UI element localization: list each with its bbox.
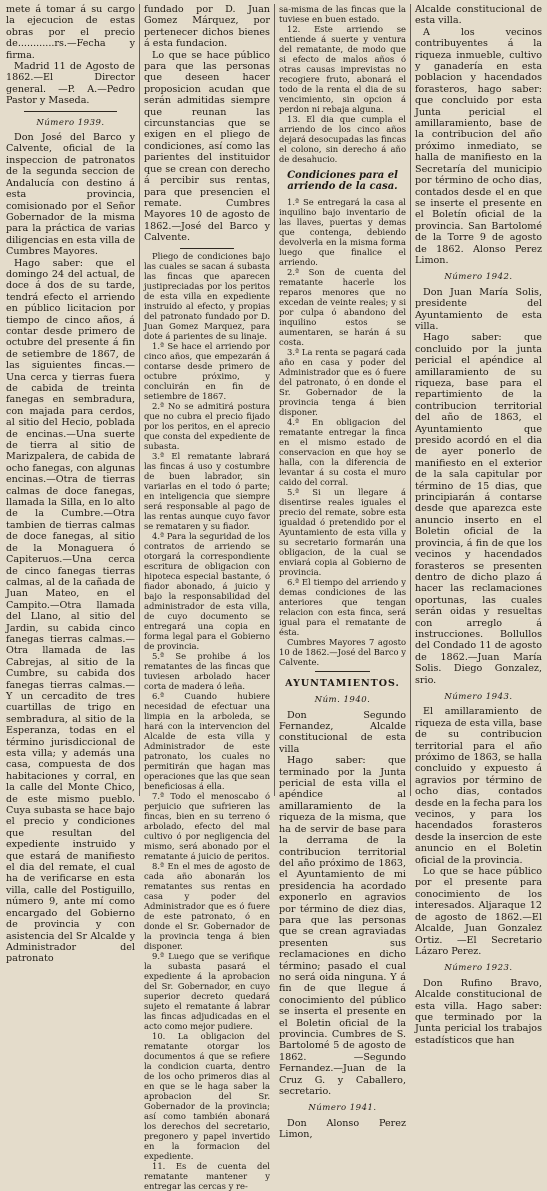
condition: 3.ª La renta se pagará cada año en casa y poder del Administrador que es ó fuere del patronato, ó en donde el Sr. Gobernador de la provincia tenga á bien disponer. [279,346,406,417]
paragraph: fundado por D. Juan Gomez Márquez, por pertenecer dichos bienes á esta fundacion. [144,4,270,50]
condition: 3.ª El rematante labrará las fincas á uso y costumbre de buen labrador, sin variarlas en el todo ó parte; en inteligencia que siempre será responsable al pago de las rentas aunque cuyo favor se remataren y su fiador. [144,450,270,531]
section-heading: AYUNTAMIENTOS. [285,677,400,689]
condition: 7.ª Todo el menoscabo ó perjuicio que sufrieren las fincas, bien en su terreno ó arbolado, efecto del mal cultivo ó por negligencia del mismo, será abonado por el rematante á juicio de peritos. [144,790,270,861]
condition: 4.ª En obligacion del rematante entregar la finca en el mismo estado de conservacion en que hoy se halla, con la diferencia de levantar á su costa el muro caido del corral. [279,416,406,487]
notice-number: Número 1941. [308,1103,377,1114]
paragraph: Don Alonso Perez Limon, [279,1117,406,1141]
conditions-block [279,4,406,164]
paragraph: Don Segundo Fernandez, Alcalde constitucional de esta villa [279,709,406,755]
column-1 [6,4,139,965]
column-3 [275,4,410,1141]
condition: 6.ª Cuando hubiere necesidad de efectuar una limpia en la arboleda, se hará con la intervencion del Alcalde de esta villa y Administrador de este patronato, los cuales no permitirán que hagan mas operaciones que las que sean beneficiosas á ella. [144,690,270,791]
paragraph: Pliego de condiciones bajo las cuales se sacan á subasta las fincas que aparecen justipreciadas por los peritos de esta villa en expediente instruido al efecto, y propias del patronato fundado por D. Juan Gomez Marquez, para dote á parientes de su linaje. [144,250,270,341]
condition: 12. Este arriendo se entiende á suerte y ventura del rematante, de modo que si efecto de malos años ó otras causas imprevistas no recogiere fruto, abonará el todo de la renta el dia de su vencimiento, sin opcion á perdon ni rebaja alguna. [279,24,406,114]
column-rule [410,4,411,796]
paragraph: Don José del Barco y Calvente, oficial de la inspeccion de patronatos de la segunda seccion de Andalucía con destino á esta provincia, comisionado por el Señor Gobernador de la misma para la práctica de varias diligencias en esta villa de Cumbres Mayores. [6,132,135,258]
house-conditions [279,197,406,667]
paragraph: Don Juan María Solis, presidente del Ayuntamiento de esta villa. [415,286,542,332]
condition: 8.ª En el mes de agosto de cada año abonarán los rematantes sus rentas en casa y poder del Administrador que es ó fuere de este patronato, ó en donde el Sr. Gobernador de la provincia tenga á bien disponer. [144,860,270,951]
condition: 2.ª No se admitirá postura que no cubra el precio fijado por los peritos, en el aprecio que consta del expediente de subasta. [144,400,270,451]
paragraph: Madrid 11 de Agosto de 1862.—El Director general. —P. A.—Pedro Pastor y Maseda. [6,61,135,107]
paragraph: A los vecinos contribuyentes á la riqueza inmueble, cultivo y ganadería en esta poblacion y hacendados forasteros, hago saber: que concluido por esta Junta pericial el amillaramiento, base de la contribucion del año próximo inmediato, se halla de manifiesto en la Secretaría del municipio por término de ocho dias, contados desde el en que se inserte el presente en el Boletín oficial de la provincia. San Bartolomé de la Torre 9 de agosto de 1862. Alonso Perez Limon. [415,26,542,266]
condition: 4.ª Para la seguridad de los contratos de arriendo se otorgará la correspondiente escritura de obligacion con hipoteca especial bastante, ó fiador abonado, á juicio y bajo la responsabilidad del administrador de esta villa, de cuyo documento se entregará una copia en forma legal para el Gobierno de provincia. [144,530,270,651]
paragraph: El amillaramiento de riqueza de esta villa, base de su contribucion territorial para el año próximo de 1863, se halla concluido y expuesto á agravios por término de ocho dias, contados desde en la fecha para los vecinos, y para los hacendados forasteros desde la insercion de este anuncio en el Boletin oficial de la provincia. [415,706,542,866]
notice-number: Núm. 1940. [314,695,371,706]
signature: Cumbres Mayores 7 agosto 10 de 1862.—José del Barco y Calvente. [279,636,406,667]
condition: 2.ª Son de cuenta del rematante hacerle los reparos menores que no excedan de veinte reales; y si por culpa ó abandono del inquilino estos se aumentaren, se harán á su costa. [279,266,406,347]
condition: 9.ª Luego que se verifique la subasta pasará el expediente á la aprobacion del Sr. Gobernador, en cuyo superior decreto quedará sujeto el rematante á labrar las fincas adjudicadas en el acto como mejor pudiere. [144,950,270,1031]
divider [315,671,370,672]
condition: 1.ª Se hace el arriendo por cinco años, que empezarán á contarse desde primero de octubre próximo, y concluirán en fin de setiembre de 1867. [144,340,270,401]
condition: 6.ª El tiempo del arriendo y demas condiciones de las anteriores que tengan relacion con esta finca, será igual para el rematante de ésta. [279,576,406,637]
column-4 [411,4,542,1046]
condition: 13. El dia que cumpla el arriendo de los cinco años dejará desocupadas las fincas el colono, sin derecho á año de desahucio. [279,114,406,164]
notice-number: Número 1939. [36,117,105,128]
paragraph: Hago saber: que terminado por la Junta pericial de esta villa el apéndice al amillaramiento de la riqueza de la misma, que ha de servir de base para la derrama de la contribucion territorial del año próximo de 1863, el Ayuntamiento de mi presidencia ha acordado exponerlo en agravios por término de diez dias, para que las personas que se crean agraviadas presenten sus reclamaciones en dicho término; pasado el cual no será oida ninguna. Y á fin de que llegue á conocimiento del público se inserta el presente en el Boletin oficial de la provincia. Cumbres de S. Bartolomé 5 de agosto de 1862. —Segundo Fernandez.—Juan de la Cruz G. y Caballero, secretario. [279,755,406,1098]
condition: 5.ª Si un llegare á disentirse reales iguales el precio del remate, sobre esta igualdad ó pretendido por el Ayuntamiento de esta villa y su secretario formarán una obligacion, de la cual se enviará copia al Gobierno de provincia. [279,486,406,577]
paragraph: Alcalde constitucional de esta villa. [415,4,542,27]
notice-number: Número 1942. [444,272,513,283]
conditions-block [144,251,270,1191]
paragraph: Lo que se hace público para que las personas que deseen hacer proposicion acudan que serán admitidas siempre que reunan las circunstancias que se exigen en el pliego de condiciones, así como las parientes del instituidor que se crean con derecho á percibir sus rentas, para que presencien el remate. Cumbres Mayores 10 de agosto de 1862.—José del Barco y Calvente. [144,49,270,244]
paragraph: Hago saber: que el domingo 24 del actual, de doce á dos de su tarde, tendrá efecto el arriendo en público licitacion por tiempo de cinco años, á contar desde primero de octubre del presente á fin de setiembre de 1867, de las siguientes fincas.—Una cerca y tierras fuera de cabida de treinta fanegas en sembradura, con majada para cerdos, al sitio del Hecio, poblada de encinas.—Una suerte de tierra al sitio de Marizpalera, de cabida de ocho fanegas, con algunas encinas.—Otra de tierras calmas de doce fanegas, llamada la Silla, en lo alto de la Cumbre.—Otra tambien de tierras calmas de doce fanegas, al sitio de la Monaguera ó Capiteruos.—Una cerca de cinco fanegas tierras calmas, al de la cañada de Juan Mateo, en el Campito.—Otra llamada del Llano, al sitio del Jardin, su cabida cinco fanegas tierras calmas.—Otra llamada de las Cabrejas, al sitio de la Cumbre, su cabida dos fanegas tierras calmas.—Y un cercadito de tres cuartillas de trigo en sembradura, al sitio de la Esperanza, todas en el término jurisdiccional de esta villa; y además una casa, compuesta de dos habitaciones y corral, en la calle del Monte Chico, de este mismo pueblo. Cuya subasta se hace bajo el precio y condiciones que resultan del expediente instruido y que estará de manifiesto el dia del remate, el cual ha de verificarse en esta villa, calle del Postiguillo, número 9, ante mí como encargado del Gobierno de provincia y con asistencia del Sr Alcalde y Administrador del patronato [6,257,135,965]
divider [180,248,234,249]
column-2 [140,4,274,1191]
divider [24,111,117,112]
paragraph: Hago saber: que concluido por la junta pericial el apéndice al amillaramiento de su riqueza, base para el repartimiento de la contribucion territorial del año de 1863, el Ayuntamiento que presido acordó en el dia de ayer ponerlo de manifiesto en el exterior de la sala capitular por término de 15 dias, que principiarán á contarse desde que aparezca este anuncio inserto en el Boletin oficial de la provincia, á fin de que los vecinos y hacendados forasteros se presenten dentro de dicho plazo á hacer las reclamaciones oportunas, las cuales serán oidas y resueltas con arreglo á instrucciones. Bollullos del Condado 11 de agosto de 1862.—Juan María Solis. Diego Gonzalez, srio. [415,332,542,686]
column-rule [274,4,275,796]
paragraph: mete á tomar á su cargo la ejecucion de estas obras por el precio de............rs.—Fecha y firma. [6,4,135,61]
condition: 5.ª Se prohibe á los rematantes de las fincas que tuviesen arbolado hacer corta de madera ó leña. [144,650,270,691]
section-heading: Condiciones para el arriendo de la casa. [287,170,398,193]
condition: 11. Es de cuenta del rematante mantener y entregar las cercas y re- [144,1160,270,1191]
paragraph: Don Rufino Bravo, Alcalde constitucional de esta villa. Hago saber: que terminado por la Junta pericial los trabajos estadísticos que han [415,977,542,1046]
paragraph: Lo que se hace público por el presente para conocimiento de los interesados. Aljaraque 12 de agosto de 1862.—El Alcalde, Juan Gonzalez Ortiz. —El Secretario Lázaro Perez. [415,866,542,957]
column-rule [139,4,140,796]
condition: 10. La obligacion del rematante otorgar los documentos á que se refiere la condicion cuarta, dentro de los ocho primeros dias al en que se le haga saber la aprobacion del Sr. Gobernador de la provincia; así como también abonará los derechos del secretario, pregonero y papel invertido en la formacion del expediente. [144,1030,270,1161]
condition: 1.ª Se entregará la casa al inquilino bajo inventario de las llaves, puertas y demas que contenga, debiendo devolverla en la misma forma luego que finalice el arriendo. [279,196,406,267]
condition: sa-misma de las fincas que la tuviese en buen estado. [279,4,406,24]
notice-number: Número 1923. [444,963,513,974]
notice-number: Número 1943. [444,691,513,702]
